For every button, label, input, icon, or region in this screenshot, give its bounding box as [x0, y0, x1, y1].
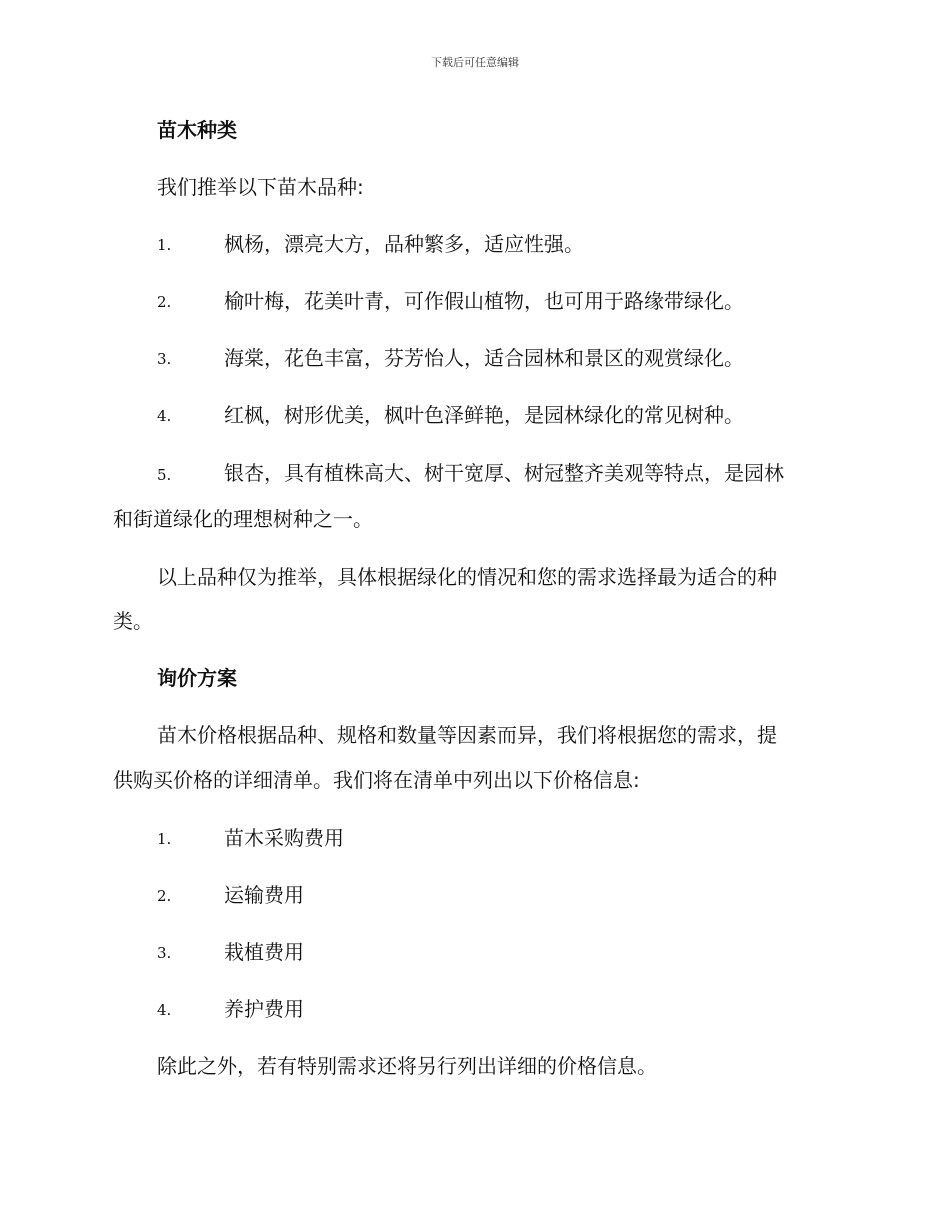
- quotation-paragraph-continuation: 供购买价格的详细清单。我们将在清单中列出以下价格信息:: [113, 768, 640, 792]
- list-item-number: 2.: [157, 887, 172, 905]
- section-title-quotation: 询价方案: [157, 666, 237, 690]
- list-item: 运输费用: [224, 883, 304, 907]
- list-item: 养护费用: [224, 997, 304, 1021]
- list-item-number: 1.: [157, 236, 172, 254]
- list-item: 红枫，树形优美，枫叶色泽鲜艳，是园林绿化的常见树种。: [224, 403, 744, 427]
- varieties-note: 以上品种仅为推举，具体根据绿化的情况和您的需求选择最为适合的种: [157, 565, 777, 589]
- list-item-number: 3.: [157, 350, 172, 368]
- section-title-varieties: 苗木种类: [157, 118, 237, 142]
- list-item: 苗木采购费用: [224, 826, 344, 850]
- header-note: 下载后可任意编辑: [431, 56, 519, 69]
- list-item: 榆叶梅，花美叶青，可作假山植物，也可用于路缘带绿化。: [224, 289, 744, 313]
- list-item: 银杏，具有植株高大、树干宽厚、树冠整齐美观等特点，是园林: [224, 461, 784, 485]
- closing-note: 除此之外，若有特别需求还将另行列出详细的价格信息。: [157, 1054, 657, 1078]
- list-item-continuation: 和街道绿化的理想树种之一。: [113, 507, 373, 531]
- list-item-number: 4.: [157, 1001, 172, 1019]
- list-item: 枫杨，漂亮大方，品种繁多，适应性强。: [224, 232, 584, 256]
- list-item-number: 2.: [157, 293, 172, 311]
- list-item: 栽植费用: [224, 940, 304, 964]
- section-intro: 我们推举以下苗木品种:: [157, 175, 364, 199]
- list-item-number: 5.: [157, 466, 172, 484]
- list-item-number: 1.: [157, 830, 172, 848]
- list-item-number: 3.: [157, 944, 172, 962]
- quotation-paragraph: 苗木价格根据品种、规格和数量等因素而异，我们将根据您的需求，提: [157, 723, 777, 747]
- list-item: 海棠，花色丰富，芬芳怡人，适合园林和景区的观赏绿化。: [224, 346, 744, 370]
- list-item-number: 4.: [157, 407, 172, 425]
- varieties-note-continuation: 类。: [113, 609, 153, 633]
